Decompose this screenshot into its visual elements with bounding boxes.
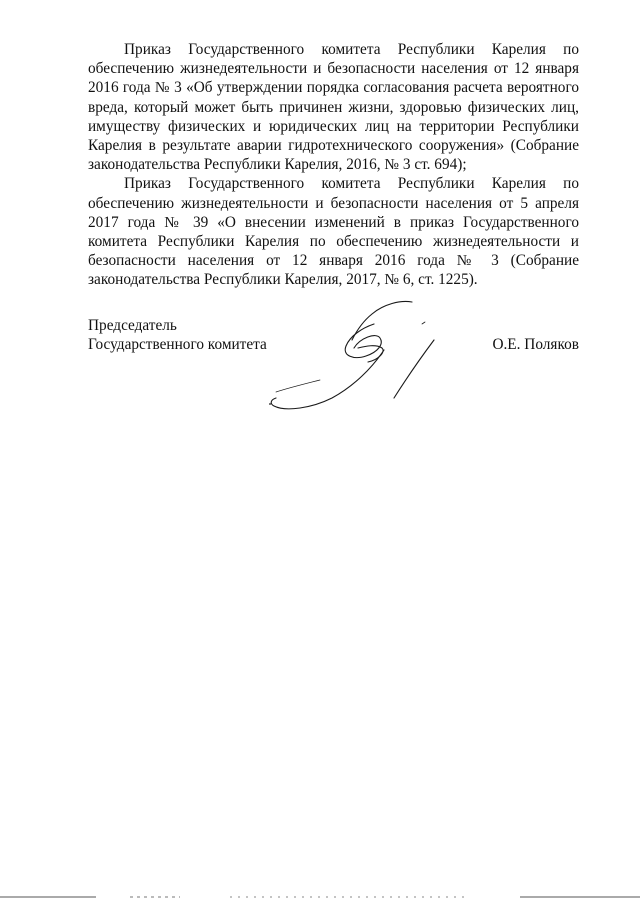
signatory-position-line2: Государственного комитета bbox=[88, 336, 267, 354]
paragraph-order-2017: Приказ Государственного комитета Республики Карелия по обеспечению жизнедеятельности и безопасности населения от 5 апреля 2017 года № 39 «О внесении изменений в приказ Государственного комитета Республики Карелия по обеспечению жизнедеятельности и безопасности населения от 12 января 2016 года № 3 (Собрание законодательства Республики Карелия, 2017, № 6, ст. 1225). bbox=[88, 175, 579, 289]
paragraph-order-2016: Приказ Государственного комитета Республики Карелия по обеспечению жизнедеятельности и безопасности населения от 12 января 2016 года № 3 «Об утверждении порядка согласования расчета вероятного вреда, который может быть причинен жизни, здоровью физических лиц, имуществу физических и юридических лиц на территории Республики Карелия в результате аварии гидротехнического сооружения» (Собрание законодательства Республики Карелия, 2016, № 3 ст. 694); bbox=[88, 41, 579, 174]
signatory-position-line1: Председатель bbox=[88, 317, 177, 334]
document-body bbox=[88, 40, 579, 290]
bottom-scan-edge bbox=[0, 896, 640, 898]
signatory-name: О.Е. Поляков bbox=[492, 336, 579, 354]
handwritten-signature bbox=[262, 298, 442, 416]
